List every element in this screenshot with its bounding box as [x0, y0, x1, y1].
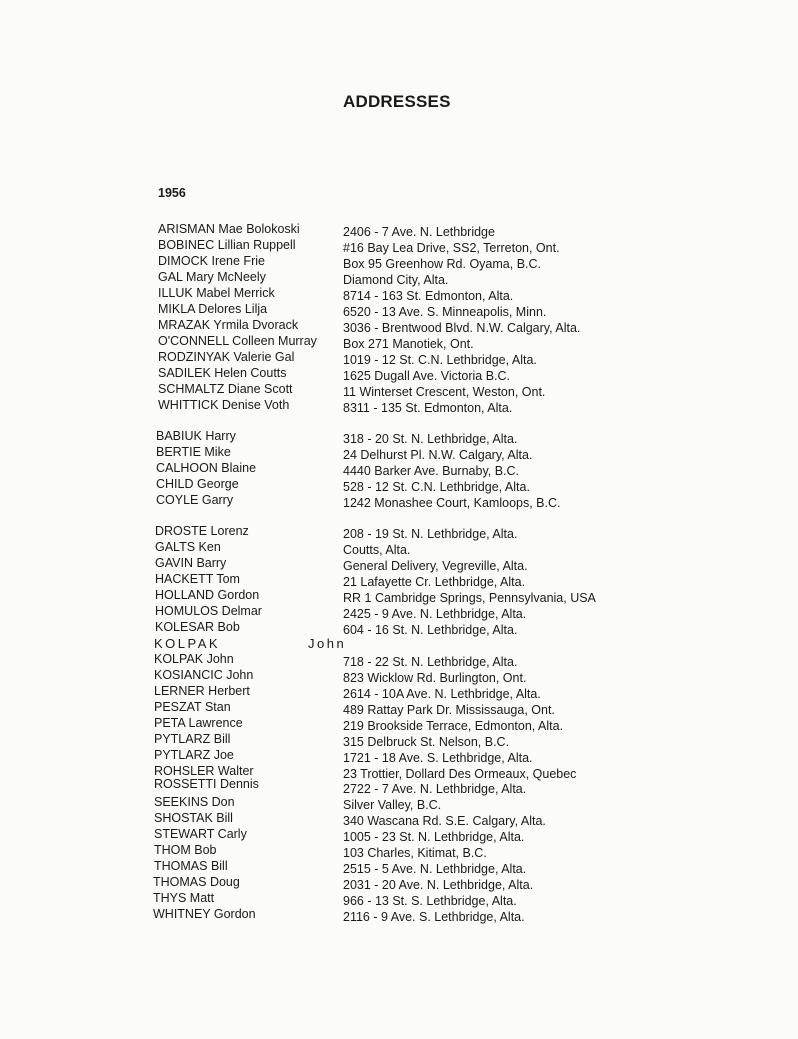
- entry-address: 23 Trottier, Dollard Des Ormeaux, Quebec: [343, 767, 577, 781]
- entry-name: PYTLARZ Bill: [154, 732, 231, 746]
- entry-name: SCHMALTZ Diane Scott: [158, 382, 293, 396]
- entry-name: STEWART Carly: [154, 827, 247, 841]
- page-title: ADDRESSES: [343, 92, 451, 111]
- entry-name: HOMULOS Delmar: [155, 604, 262, 618]
- entry-name: WHITNEY Gordon: [153, 907, 256, 921]
- entry-address: 2031 - 20 Ave. N. Lethbridge, Alta.: [343, 878, 534, 892]
- entry-address: RR 1 Cambridge Springs, Pennsylvania, USA: [343, 591, 596, 605]
- entry-name: ROSSETTI Dennis: [154, 777, 259, 791]
- entry-name: GAVIN Barry: [155, 556, 227, 570]
- entry-address: 1242 Monashee Court, Kamloops, B.C.: [343, 496, 561, 510]
- entry-name: THOMAS Doug: [153, 875, 240, 889]
- entry-name: SADILEK Helen Coutts: [158, 366, 287, 380]
- entry-name: WHITTICK Denise Voth: [158, 398, 290, 412]
- entry-address: #16 Bay Lea Drive, SS2, Terreton, Ont.: [343, 241, 560, 255]
- entry-address: 1625 Dugall Ave. Victoria B.C.: [343, 369, 510, 383]
- entry-name: KOLPAK: [154, 636, 221, 651]
- entry-name: GALTS Ken: [155, 540, 221, 554]
- entry-name: GAL Mary McNeely: [158, 270, 266, 284]
- entry-address: 4440 Barker Ave. Burnaby, B.C.: [343, 464, 520, 478]
- entry-name: COYLE Garry: [156, 493, 234, 507]
- entry-address: Box 95 Greenhow Rd. Oyama, B.C.: [343, 257, 542, 271]
- entry-address: Box 271 Manotiek, Ont.: [343, 337, 474, 351]
- entry-address: 11 Winterset Crescent, Weston, Ont.: [343, 385, 546, 399]
- entry-name: THYS Matt: [153, 891, 215, 905]
- entry-address: 219 Brookside Terrace, Edmonton, Alta.: [343, 719, 564, 733]
- entry-name: HACKETT Tom: [155, 572, 240, 586]
- entry-name: O'CONNELL Colleen Murray: [158, 334, 317, 348]
- entry-address: Silver Valley, B.C.: [343, 798, 442, 812]
- entry-name: THOM Bob: [154, 843, 217, 857]
- entry-name: RODZINYAK Valerie Gal: [158, 350, 295, 364]
- entry-address: 103 Charles, Kitimat, B.C.: [343, 846, 487, 860]
- entry-name: ARISMAN Mae Bolokoski: [158, 222, 300, 236]
- entry-name: DIMOCK Irene Frie: [158, 254, 265, 268]
- entry-address: 24 Delhurst Pl. N.W. Calgary, Alta.: [343, 448, 533, 462]
- entry-address: 604 - 16 St. N. Lethbridge, Alta.: [343, 623, 518, 637]
- entry-name: MIKLA Delores Lilja: [158, 302, 268, 316]
- entry-address: 315 Delbruck St. Nelson, B.C.: [343, 735, 510, 749]
- entry-address: General Delivery, Vegreville, Alta.: [343, 559, 528, 573]
- entry-address: 318 - 20 St. N. Lethbridge, Alta.: [343, 432, 518, 446]
- year-heading: 1956: [158, 186, 186, 200]
- entry-name: SEEKINS Don: [154, 795, 235, 809]
- entry-address: 2425 - 9 Ave. N. Lethbridge, Alta.: [343, 607, 527, 621]
- entry-address: 528 - 12 St. C.N. Lethbridge, Alta.: [343, 480, 530, 494]
- entry-address: 3036 - Brentwood Blvd. N.W. Calgary, Alta.: [343, 321, 581, 335]
- entry-name: BOBINEC Lillian Ruppell: [158, 238, 296, 252]
- entry-address: 6520 - 13 Ave. S. Minneapolis, Minn.: [343, 305, 547, 319]
- entry-address: 2515 - 5 Ave. N. Lethbridge, Alta.: [343, 862, 527, 876]
- entry-name: CALHOON Blaine: [156, 461, 257, 475]
- entry-name: ROHSLER Walter: [154, 764, 254, 778]
- entry-address: 8311 - 135 St. Edmonton, Alta.: [343, 401, 513, 415]
- entry-name: LERNER Herbert: [154, 684, 250, 698]
- entry-name: KOLESAR Bob: [155, 620, 240, 634]
- entry-name: HOLLAND Gordon: [155, 588, 260, 602]
- entry-name: THOMAS Bill: [154, 859, 228, 873]
- entry-address: 2406 - 7 Ave. N. Lethbridge: [343, 225, 495, 239]
- entry-address: Coutts, Alta.: [343, 543, 411, 557]
- entry-name: CHILD George: [156, 477, 239, 491]
- entry-address: 489 Rattay Park Dr. Mississauga, Ont.: [343, 703, 555, 717]
- entry-address: 823 Wicklow Rd. Burlington, Ont.: [343, 671, 527, 685]
- entry-address: 2722 - 7 Ave. N. Lethbridge, Alta.: [343, 782, 527, 796]
- entry-address: 1721 - 18 Ave. S. Lethbridge, Alta.: [343, 751, 533, 765]
- entry-address: 2116 - 9 Ave. S. Lethbridge, Alta.: [343, 910, 525, 924]
- entry-address: 718 - 22 St. N. Lethbridge, Alta.: [343, 655, 518, 669]
- entry-name: KOLPAK John: [154, 652, 234, 666]
- entry-name: PYTLARZ Joe: [154, 748, 234, 762]
- entry-name: MRAZAK Yrmila Dvorack: [158, 318, 299, 332]
- entry-name: BABIUK Harry: [156, 429, 236, 443]
- entry-name: BERTIE Mike: [156, 445, 231, 459]
- entry-address: 340 Wascana Rd. S.E. Calgary, Alta.: [343, 814, 546, 828]
- entry-name: PETA Lawrence: [154, 716, 243, 730]
- entry-address: 8714 - 163 St. Edmonton, Alta.: [343, 289, 514, 303]
- entry-name: SHOSTAK Bill: [154, 811, 233, 825]
- entry-name: PESZAT Stan: [154, 700, 231, 714]
- entry-address: John: [308, 636, 347, 651]
- entry-name: DROSTE Lorenz: [155, 524, 249, 538]
- entry-address: 1005 - 23 St. N. Lethbridge, Alta.: [343, 830, 525, 844]
- entry-name: ILLUK Mabel Merrick: [158, 286, 275, 300]
- entry-address: 1019 - 12 St. C.N. Lethbridge, Alta.: [343, 353, 537, 367]
- entry-address: 966 - 13 St. S. Lethbridge, Alta.: [343, 894, 517, 908]
- entry-address: 21 Lafayette Cr. Lethbridge, Alta.: [343, 575, 526, 589]
- entry-name: KOSIANCIC John: [154, 668, 254, 682]
- entry-address: 208 - 19 St. N. Lethbridge, Alta.: [343, 527, 518, 541]
- entry-address: 2614 - 10A Ave. N. Lethbridge, Alta.: [343, 687, 541, 701]
- entry-address: Diamond City, Alta.: [343, 273, 449, 287]
